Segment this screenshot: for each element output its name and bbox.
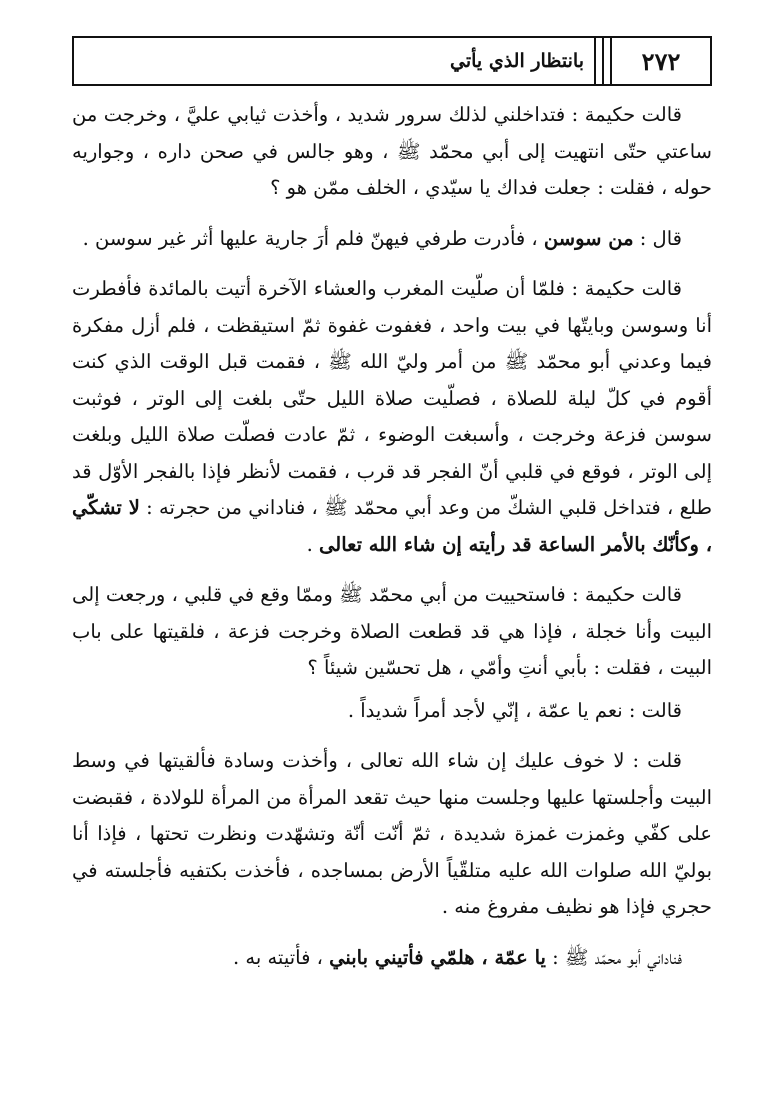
- paragraph: قالت : نعم يا عمّة ، إنّي لأجد أمراً شديداً .: [347, 698, 682, 722]
- paragraph-text: قال :: [633, 226, 682, 250]
- header-divider: [594, 38, 596, 84]
- header-divider: [610, 38, 612, 84]
- paragraph-text: فناداني أبو محمّد ﷺ :: [545, 945, 682, 969]
- paragraph: [72, 940, 712, 977]
- paragraph-text: .: [306, 532, 320, 556]
- quoted-speech: يا عمّة ، هلمّي فأتيني بابني: [329, 945, 546, 969]
- quoted-speech: لا تشكّي ، وكأنّك بالأمر الساعة قد رأيته إن شاء الله تعالى: [72, 496, 712, 556]
- paragraph-text: قالت حكيمة : فلمّا أن صلّيت المغرب والعشاء الآخرة أتيت بالمائدة فأفطرت أنا وسوسن وبايتّها في بيت واحد ، فغفوت غفوة ثمّ استيقظت ، فلم أزل مفكرة فيما وعدني أبو محمّد ﷺ من أمر وليّ الله ﷺ ، فقمت قبل الوقت الذي كنت أقوم في كلّ ليلة للصلاة ، فصلّيت صلاة الليل حتّى بلغت إلى الوتر ، فوثبت سوسن فزعة وخرجت ، وأسبغت الوضوء ، ثمّ عادت فصلّت صلاة الليل وبلغت إلى الوتر ، فوقع في قلبي أنّ الفجر قد قرب ، فقمت لأنظر فإذا بالفجر الأوّل قد طلع ، فتداخل قلبي الشكّ من وعد أبي محمّد ﷺ ، فناداني من حجرته :: [72, 277, 713, 519]
- paragraph: قالت حكيمة : فاستحييت من أبي محمّد ﷺ وممّا وقع في قلبي ، ورجعت إلى البيت وأنا خجلة ، فإذا هي قد قطعت الصلاة وخرجت فزعة ، فلقيتها على باب البيت ، فقلت : بأبي أنتِ وأمّي ، هل تحسّين شيئاً ؟: [72, 583, 712, 679]
- paragraph-text: ، فأدرت طرفي فيهنّ فلم أرَ جارية عليها أثر غير سوسن .: [82, 226, 544, 250]
- page-number: ٢٧٢: [641, 46, 681, 76]
- paragraph: قالت حكيمة : فتداخلني لذلك سرور شديد ، وأخذت ثيابي عليَّ ، وخرجت من ساعتي حتّى انتهيت إلى أبي محمّد ﷺ ، وهو جالس في صحن داره ، وجواريه حوله ، فقلت : جعلت فداك يا سيّدي ، الخلف ممّن هو ؟: [72, 103, 712, 199]
- page-body: [72, 97, 712, 990]
- paragraph-text: ، فأتيته به .: [233, 945, 330, 969]
- running-header: [72, 36, 712, 86]
- header-divider: [602, 38, 604, 84]
- paragraph: [72, 271, 712, 563]
- paragraph: قلت : لا خوف عليك إن شاء الله تعالى ، وأخذت وسادة فألقيتها في وسط البيت وأجلستها عليها وجلست منها حيث تقعد المرأة من المرأة للولادة ، فقبضت على كفّي وغمزت غمزة شديدة ، ثمّ أنّت أنّة وتشهّدت ونظرت تحتها ، فإذا أنا بوليّ الله صلوات الله عليه متلقّياً الأرض بمساجده ، فأخذت بكتفيه فأجلسته في حجري فإذا هو نظيف مفروغ منه .: [72, 749, 712, 918]
- paragraph: [72, 221, 712, 258]
- quoted-speech: من سوسن: [543, 226, 634, 250]
- running-title: بانتظار الذي يأتي: [450, 50, 584, 72]
